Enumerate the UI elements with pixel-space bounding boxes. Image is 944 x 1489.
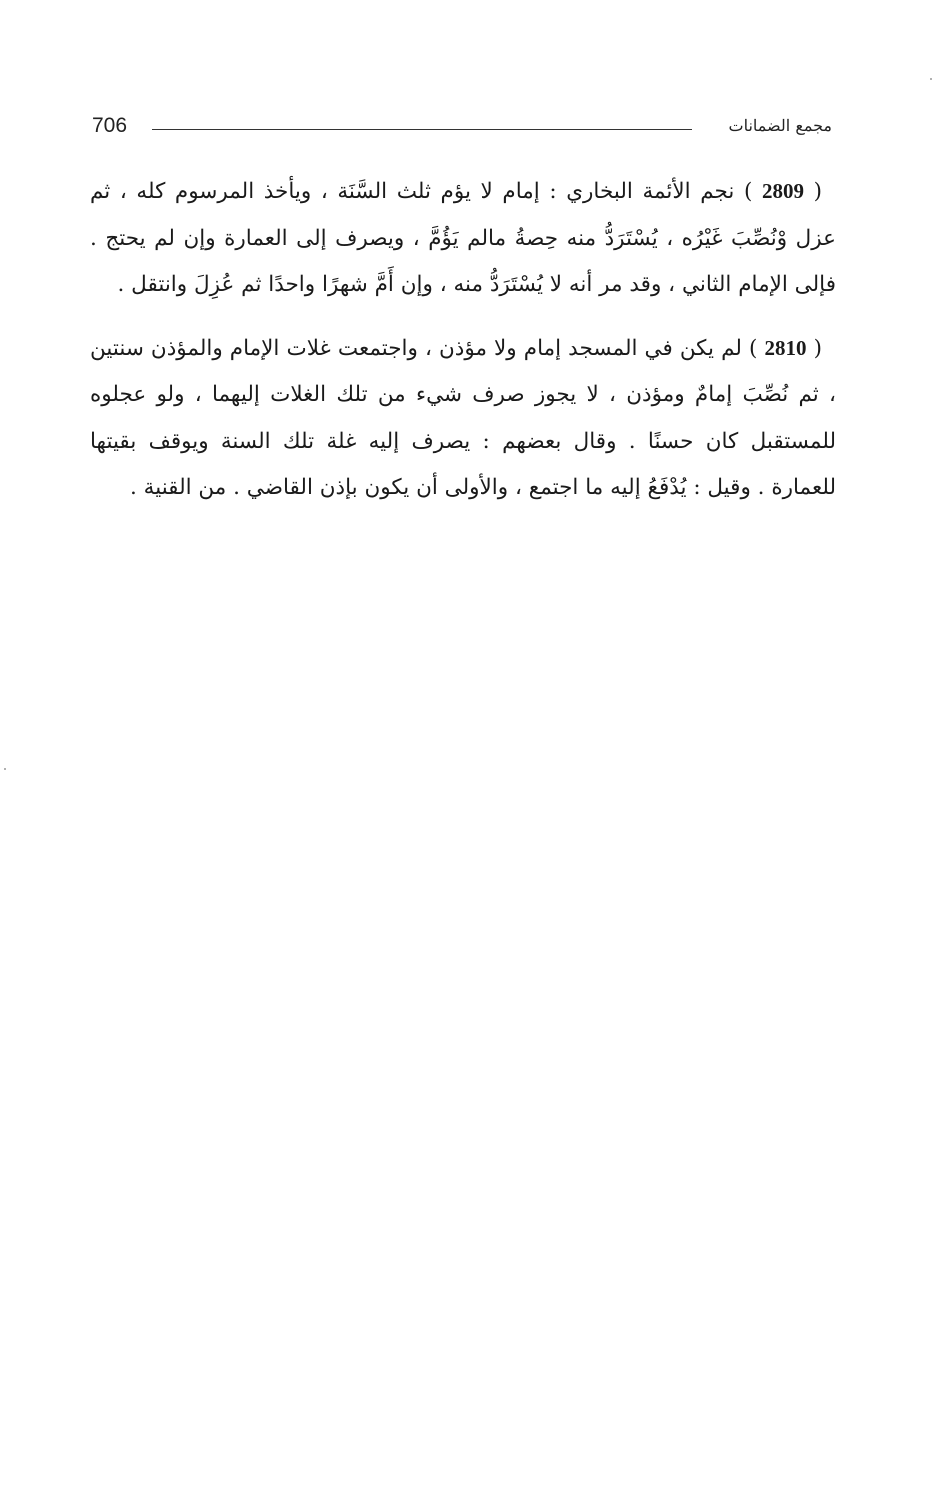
entry-number: 2810: [764, 335, 807, 360]
scan-speck: [930, 78, 932, 80]
header-rule: [152, 129, 692, 130]
entry-2809: [90, 168, 836, 309]
body-text: [90, 168, 836, 528]
entry-text: نجم الأئمة البخاري : إمام لا يؤم ثلث السَّنَة ، ويأخذ المرسوم كله ، ثم عزل وْنُصِّبَ غَيْرُه ، يُسْتَرَدُّ منه حِصةُ مالم يَؤُمَّ ، ويصرف إلى العمارة وإن لم يحتج . فإلى الإمام الثاني ، وقد مر أنه لا يُسْتَرَدُّ منه ، وإن أَمَّ شهرًا واحدًا ثم عُزِلَ وانتقل .: [90, 179, 836, 297]
running-title: مجمع الضمانات: [728, 116, 832, 135]
entry-number-close: ): [744, 179, 762, 204]
entry-number: 2809: [762, 179, 804, 203]
entry-number-close: ): [749, 335, 765, 361]
entry-text: لم يكن في المسجد إمام ولا مؤذن ، واجتمعت غلات الإمام والمؤذن سنتين ، ثم نُصِّبَ إمامٌ ومؤذن ، لا يجوز صرف شيء من تلك الغلات إليهما ، ولو عجلوه للمستقبل كان حسنًا . وقال بعضهم : يصرف إليه غلة تلك السنة ويوقف بقيتها للعمارة . وقيل : يُدْفَعُ إليه ما اجتمع ، والأولى أن يكون بإذن القاضي . من القنية .: [90, 335, 836, 500]
page-header: [92, 112, 832, 146]
entry-2810: [90, 325, 836, 512]
scan-speck: [4, 768, 6, 770]
entry-number-open: (: [806, 335, 822, 361]
page-number: 706: [92, 114, 128, 137]
entry-number-open: (: [804, 179, 822, 204]
